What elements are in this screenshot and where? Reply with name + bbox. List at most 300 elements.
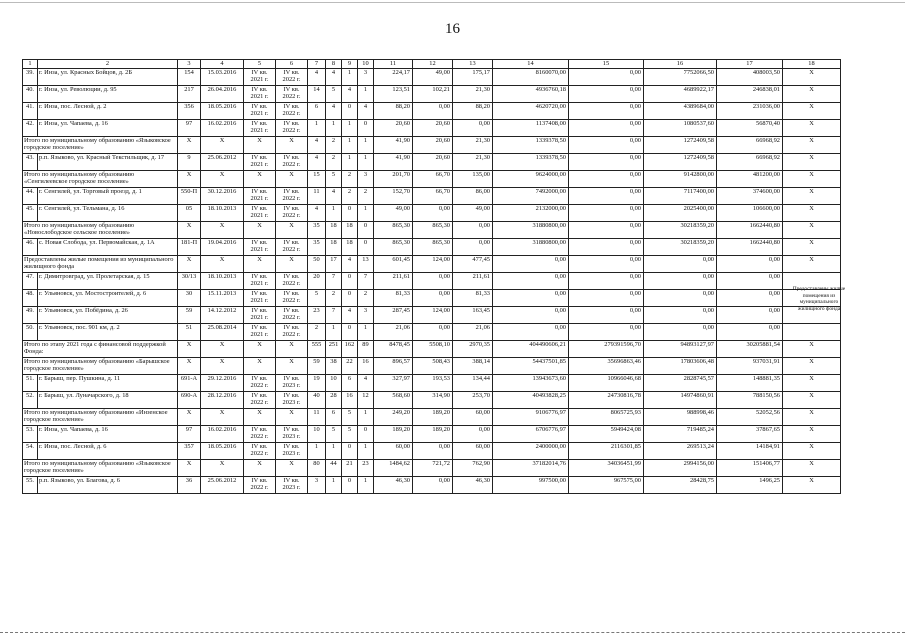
- row-number: 41.: [23, 103, 38, 120]
- cell-c17: 1662440,80: [717, 222, 783, 239]
- cell-c13: 21,30: [453, 86, 493, 103]
- cell-c4: X: [201, 137, 244, 154]
- cell-c3: 217: [178, 86, 201, 103]
- cell-c12: 0,00: [413, 477, 453, 494]
- cell-c12: 66,70: [413, 171, 453, 188]
- cell-c8: 2: [326, 154, 342, 171]
- row-address: г. Инза, пос. Лесной, д. 2: [38, 103, 178, 120]
- row-number: 48.: [23, 290, 38, 307]
- cell-c5: X: [244, 222, 276, 239]
- row-number: 53.: [23, 426, 38, 443]
- cell-c17: 246838,01: [717, 86, 783, 103]
- cell-c16: 94893127,97: [644, 341, 717, 358]
- cell-c13: 81,33: [453, 290, 493, 307]
- row-number: 55.: [23, 477, 38, 494]
- cell-c13: 388,14: [453, 358, 493, 375]
- cell-c18: X: [783, 409, 841, 426]
- cell-c18: X: [783, 443, 841, 460]
- cell-c3: X: [178, 358, 201, 375]
- cell-c15: 34036451,99: [569, 460, 644, 477]
- cell-c17: 231036,00: [717, 103, 783, 120]
- cell-c4: 16.02.2016: [201, 426, 244, 443]
- subtotal-row: [23, 341, 841, 358]
- cell-c7: 14: [308, 86, 326, 103]
- cell-c4: 25.08.2014: [201, 324, 244, 341]
- cell-c16: 28428,75: [644, 477, 717, 494]
- cell-c7: 4: [308, 154, 326, 171]
- cell-c12: 0,00: [413, 205, 453, 222]
- cell-c16: 2994156,00: [644, 460, 717, 477]
- cell-c8: 4: [326, 103, 342, 120]
- cell-c5: IV кв. 2021 г.: [244, 205, 276, 222]
- cell-c10: 4: [358, 375, 374, 392]
- row-address: с. Новая Слобода, ул. Первомайская, д. 1А: [38, 239, 178, 256]
- cell-c10: 1: [358, 443, 374, 460]
- cell-c11: 201,70: [374, 171, 413, 188]
- cell-c8: 251: [326, 341, 342, 358]
- cell-c5: IV кв. 2022 г.: [244, 443, 276, 460]
- cell-c14: 0,00: [493, 290, 569, 307]
- cell-c8: 18: [326, 239, 342, 256]
- cell-c6: IV кв. 2022 г.: [276, 188, 308, 205]
- row-label: Предоставлены жилые помещения из муниципального жилищного фонда: [23, 256, 178, 273]
- cell-c4: X: [201, 358, 244, 375]
- header-cell: 12: [413, 60, 453, 69]
- cell-c14: 0,00: [493, 307, 569, 324]
- cell-c7: 35: [308, 239, 326, 256]
- cell-c15: 0,00: [569, 307, 644, 324]
- subtotal-row: [23, 137, 841, 154]
- cell-c15: 0,00: [569, 69, 644, 86]
- cell-c6: IV кв. 2023 г.: [276, 375, 308, 392]
- cell-c18: X: [783, 256, 841, 273]
- cell-c18: X: [783, 154, 841, 171]
- cell-c13: 0,00: [453, 222, 493, 239]
- cell-c7: 20: [308, 273, 326, 290]
- cell-c6: IV кв. 2023 г.: [276, 477, 308, 494]
- cell-c4: 18.05.2016: [201, 443, 244, 460]
- cell-c14: 54437501,85: [493, 358, 569, 375]
- cell-c8: 5: [326, 86, 342, 103]
- cell-c12: 20,60: [413, 120, 453, 137]
- cell-c7: 1: [308, 120, 326, 137]
- cell-c10: 7: [358, 273, 374, 290]
- cell-c9: 162: [342, 341, 358, 358]
- cell-c15: 279391596,70: [569, 341, 644, 358]
- header-row: [23, 60, 841, 69]
- subtotal-row: [23, 358, 841, 375]
- cell-c4: 15.03.2016: [201, 69, 244, 86]
- cell-c18: X: [783, 239, 841, 256]
- cell-c3: 30: [178, 290, 201, 307]
- cell-c17: 52052,56: [717, 409, 783, 426]
- cell-c12: 508,43: [413, 358, 453, 375]
- cell-c10: 23: [358, 460, 374, 477]
- cell-c16: 7752066,50: [644, 69, 717, 86]
- cell-c4: 30.12.2016: [201, 188, 244, 205]
- row-address: г. Инза, ул. Революции, д. 95: [38, 86, 178, 103]
- cell-c14: 997500,00: [493, 477, 569, 494]
- cell-c7: 2: [308, 324, 326, 341]
- cell-c18: X: [783, 477, 841, 494]
- cell-c18: X: [783, 171, 841, 188]
- cell-c16: 14974860,91: [644, 392, 717, 409]
- cell-c13: 175,17: [453, 69, 493, 86]
- cell-c3: 97: [178, 426, 201, 443]
- cell-c9: 4: [342, 86, 358, 103]
- cell-c11: 21,06: [374, 324, 413, 341]
- cell-c9: 16: [342, 392, 358, 409]
- cell-c18: X: [783, 103, 841, 120]
- cell-c17: 0,00: [717, 256, 783, 273]
- row-number: 52.: [23, 392, 38, 409]
- cell-c4: 18.10.2013: [201, 205, 244, 222]
- cell-c4: X: [201, 460, 244, 477]
- cell-c15: 0,00: [569, 239, 644, 256]
- row-address: г. Инза, пос. Лесной, д. 6: [38, 443, 178, 460]
- header-cell: 14: [493, 60, 569, 69]
- cell-c3: 691-А: [178, 375, 201, 392]
- cell-c3: 690-А: [178, 392, 201, 409]
- cell-c11: 88,20: [374, 103, 413, 120]
- cell-c9: 4: [342, 307, 358, 324]
- cell-c14: 0,00: [493, 324, 569, 341]
- cell-c3: 181-П: [178, 239, 201, 256]
- cell-c10: 16: [358, 358, 374, 375]
- table-row: [23, 477, 841, 494]
- cell-c10: 12: [358, 392, 374, 409]
- cell-c14: 0,00: [493, 256, 569, 273]
- cell-c10: 89: [358, 341, 374, 358]
- resettlement-table: [22, 59, 841, 494]
- cell-c9: 2: [342, 188, 358, 205]
- cell-c17: 788150,56: [717, 392, 783, 409]
- cell-c8: 28: [326, 392, 342, 409]
- cell-c13: 46,30: [453, 477, 493, 494]
- row-address: г. Сенгилей, ул. Тельмана, д. 16: [38, 205, 178, 222]
- cell-c12: 314,90: [413, 392, 453, 409]
- cell-c10: 2: [358, 188, 374, 205]
- row-number: 44.: [23, 188, 38, 205]
- header-cell: 1: [23, 60, 38, 69]
- cell-c4: X: [201, 256, 244, 273]
- row-address: г. Ульяновск, пос. 901 км, д. 2: [38, 324, 178, 341]
- cell-c11: 287,45: [374, 307, 413, 324]
- row-number: 54.: [23, 443, 38, 460]
- row-number: 42.: [23, 120, 38, 137]
- cell-c12: 0,00: [413, 103, 453, 120]
- cell-c8: 17: [326, 256, 342, 273]
- cell-c15: 35696863,46: [569, 358, 644, 375]
- cell-c14: 2400000,00: [493, 443, 569, 460]
- cell-c16: 719485,24: [644, 426, 717, 443]
- subtotal-row: [23, 409, 841, 426]
- cell-c15: 0,00: [569, 324, 644, 341]
- cell-c16: 30218359,20: [644, 239, 717, 256]
- cell-c10: 1: [358, 205, 374, 222]
- cell-c11: 327,97: [374, 375, 413, 392]
- cell-c13: 134,44: [453, 375, 493, 392]
- cell-c17: 481200,00: [717, 171, 783, 188]
- cell-c13: 21,30: [453, 137, 493, 154]
- table-row: [23, 443, 841, 460]
- cell-c16: 0,00: [644, 273, 717, 290]
- cell-c4: 19.04.2016: [201, 239, 244, 256]
- cell-c6: IV кв. 2022 г.: [276, 86, 308, 103]
- cell-c9: 22: [342, 358, 358, 375]
- cell-c5: IV кв. 2021 г.: [244, 103, 276, 120]
- cell-c7: 10: [308, 426, 326, 443]
- cell-c8: 7: [326, 273, 342, 290]
- cell-c3: X: [178, 171, 201, 188]
- cell-c9: 6: [342, 375, 358, 392]
- cell-c13: 0,00: [453, 239, 493, 256]
- cell-c18: X: [783, 358, 841, 375]
- cell-c6: IV кв. 2022 г.: [276, 205, 308, 222]
- cell-c9: 0: [342, 290, 358, 307]
- cell-c12: 0,00: [413, 324, 453, 341]
- cell-c14: 8160070,00: [493, 69, 569, 86]
- cell-c6: X: [276, 341, 308, 358]
- cell-c10: 1: [358, 86, 374, 103]
- cell-c6: X: [276, 171, 308, 188]
- cell-c3: 59: [178, 307, 201, 324]
- cell-c9: 1: [342, 69, 358, 86]
- cell-c5: IV кв. 2021 г.: [244, 307, 276, 324]
- cell-c5: IV кв. 2021 г.: [244, 154, 276, 171]
- cell-c13: 86,00: [453, 188, 493, 205]
- cell-c6: X: [276, 358, 308, 375]
- cell-c12: 49,00: [413, 69, 453, 86]
- cell-c16: 17803606,48: [644, 358, 717, 375]
- row-label: Итого по муниципальному образованию «Новослободское сельское поселение»: [23, 222, 178, 239]
- cell-c7: 6: [308, 103, 326, 120]
- cell-c12: 0,00: [413, 273, 453, 290]
- cell-c9: 0: [342, 443, 358, 460]
- cell-c15: 0,00: [569, 290, 644, 307]
- cell-c8: 5: [326, 426, 342, 443]
- row-number: 50.: [23, 324, 38, 341]
- cell-c9: 18: [342, 239, 358, 256]
- cell-c9: 1: [342, 154, 358, 171]
- cell-c14: 31880800,00: [493, 239, 569, 256]
- cell-c9: 5: [342, 426, 358, 443]
- cell-c4: 16.02.2016: [201, 120, 244, 137]
- header-cell: 10: [358, 60, 374, 69]
- cell-c11: 20,60: [374, 120, 413, 137]
- table-row: [23, 290, 841, 307]
- cell-c18: X: [783, 222, 841, 239]
- cell-c18: X: [783, 460, 841, 477]
- cell-c16: 0,00: [644, 256, 717, 273]
- cell-c4: 25.06.2012: [201, 154, 244, 171]
- cell-c10: 2: [358, 290, 374, 307]
- cell-c12: 124,00: [413, 256, 453, 273]
- cell-c11: 81,33: [374, 290, 413, 307]
- table-row: [23, 69, 841, 86]
- header-cell: 13: [453, 60, 493, 69]
- cell-c6: IV кв. 2022 г.: [276, 69, 308, 86]
- cell-c16: 2025400,00: [644, 205, 717, 222]
- cell-c11: 46,30: [374, 477, 413, 494]
- cell-c11: 49,00: [374, 205, 413, 222]
- cell-c11: 1484,62: [374, 460, 413, 477]
- cell-c17: 66968,92: [717, 137, 783, 154]
- cell-c4: X: [201, 341, 244, 358]
- cell-c6: IV кв. 2023 г.: [276, 392, 308, 409]
- cell-c18: [783, 324, 841, 341]
- cell-c18: X: [783, 205, 841, 222]
- cell-c4: 18.10.2013: [201, 273, 244, 290]
- cell-c12: 193,53: [413, 375, 453, 392]
- cell-c5: X: [244, 256, 276, 273]
- header-cell: 11: [374, 60, 413, 69]
- cell-c12: 189,20: [413, 426, 453, 443]
- table-row: [23, 188, 841, 205]
- cell-c15: 0,00: [569, 103, 644, 120]
- header-cell: 4: [201, 60, 244, 69]
- table-row: [23, 205, 841, 222]
- row-number: 51.: [23, 375, 38, 392]
- cell-c14: 2132000,00: [493, 205, 569, 222]
- cell-c3: 51: [178, 324, 201, 341]
- cell-c14: 7492000,00: [493, 188, 569, 205]
- cell-c18: X: [783, 188, 841, 205]
- cell-c16: 4689922,17: [644, 86, 717, 103]
- cell-c7: 35: [308, 222, 326, 239]
- cell-c5: IV кв. 2021 г.: [244, 120, 276, 137]
- bottom-divider: [0, 632, 905, 634]
- cell-c7: 4: [308, 69, 326, 86]
- cell-c9: 0: [342, 103, 358, 120]
- row-address: г. Инза, ул. Чапаева, д. 16: [38, 426, 178, 443]
- subtotal-row: [23, 222, 841, 239]
- cell-c4: 25.06.2012: [201, 477, 244, 494]
- row-label: Итого по муниципальному образованию «Барышское городское поселение»: [23, 358, 178, 375]
- cell-c6: IV кв. 2022 г.: [276, 239, 308, 256]
- cell-c3: X: [178, 409, 201, 426]
- cell-c14: 31880800,00: [493, 222, 569, 239]
- cell-c13: 2970,35: [453, 341, 493, 358]
- cell-c18: X: [783, 86, 841, 103]
- cell-c7: 11: [308, 188, 326, 205]
- cell-c10: 1: [358, 409, 374, 426]
- cell-c8: 44: [326, 460, 342, 477]
- cell-c18: X: [783, 69, 841, 86]
- cell-c9: 18: [342, 222, 358, 239]
- cell-c11: 568,60: [374, 392, 413, 409]
- cell-c5: IV кв. 2022 г.: [244, 375, 276, 392]
- cell-c8: 2: [326, 137, 342, 154]
- cell-c10: 1: [358, 154, 374, 171]
- cell-c10: 0: [358, 239, 374, 256]
- cell-c13: 21,06: [453, 324, 493, 341]
- cell-c8: 1: [326, 477, 342, 494]
- cell-c17: 14184,91: [717, 443, 783, 460]
- cell-c13: 135,00: [453, 171, 493, 188]
- cell-c16: 1080537,60: [644, 120, 717, 137]
- row-address: г. Ульяновск, ул. Побёдина, д. 26: [38, 307, 178, 324]
- row-label: Итого по муниципальному образованию «Сенгилеевское городское поселение»: [23, 171, 178, 188]
- cell-c9: 1: [342, 137, 358, 154]
- row-label: Итого по этапу 2021 года с финансовой поддержкой Фонда:: [23, 341, 178, 358]
- cell-c7: 555: [308, 341, 326, 358]
- cell-c4: X: [201, 409, 244, 426]
- header-cell: 2: [38, 60, 178, 69]
- subtotal-row: [23, 256, 841, 273]
- cell-c8: 1: [326, 443, 342, 460]
- cell-c13: 211,61: [453, 273, 493, 290]
- cell-c15: 0,00: [569, 273, 644, 290]
- cell-c6: X: [276, 256, 308, 273]
- cell-c6: IV кв. 2022 г.: [276, 324, 308, 341]
- cell-c5: IV кв. 2022 г.: [244, 477, 276, 494]
- cell-c16: 1272409,58: [644, 137, 717, 154]
- cell-c8: 1: [326, 205, 342, 222]
- cell-c13: 163,45: [453, 307, 493, 324]
- cell-c18: X: [783, 392, 841, 409]
- cell-c18: X: [783, 426, 841, 443]
- cell-c10: 1: [358, 137, 374, 154]
- cell-c16: 1272409,58: [644, 154, 717, 171]
- cell-c4: 14.12.2012: [201, 307, 244, 324]
- header-cell: 7: [308, 60, 326, 69]
- cell-c17: 151406,77: [717, 460, 783, 477]
- cell-c9: 4: [342, 256, 358, 273]
- cell-c11: 60,00: [374, 443, 413, 460]
- cell-c3: X: [178, 137, 201, 154]
- cell-c14: 1137408,00: [493, 120, 569, 137]
- cell-c13: 0,00: [453, 120, 493, 137]
- cell-c15: 0,00: [569, 154, 644, 171]
- cell-c17: 66968,92: [717, 154, 783, 171]
- row-number: 47.: [23, 273, 38, 290]
- cell-c3: 9: [178, 154, 201, 171]
- row-number: 46.: [23, 239, 38, 256]
- cell-c4: 29.12.2016: [201, 375, 244, 392]
- cell-c3: 30/13: [178, 273, 201, 290]
- cell-c5: IV кв. 2022 г.: [244, 392, 276, 409]
- cell-c5: IV кв. 2021 г.: [244, 239, 276, 256]
- cell-c14: 1339378,50: [493, 137, 569, 154]
- cell-c15: 5949424,08: [569, 426, 644, 443]
- cell-c10: 3: [358, 69, 374, 86]
- row-number: 43.: [23, 154, 38, 171]
- cell-c17: 30205881,54: [717, 341, 783, 358]
- cell-c15: 10966046,68: [569, 375, 644, 392]
- row-address: р.п. Языково, ул. Красный Текстильщик, д. 17: [38, 154, 178, 171]
- cell-c7: 15: [308, 171, 326, 188]
- cell-c16: 988998,46: [644, 409, 717, 426]
- cell-c4: X: [201, 222, 244, 239]
- header-cell: 6: [276, 60, 308, 69]
- cell-c6: IV кв. 2022 г.: [276, 154, 308, 171]
- cell-c13: 762,90: [453, 460, 493, 477]
- row-label: Итого по муниципальному образованию «Языковское городское поселение»: [23, 137, 178, 154]
- cell-c15: 0,00: [569, 205, 644, 222]
- cell-c8: 38: [326, 358, 342, 375]
- cell-c11: 211,61: [374, 273, 413, 290]
- subtotal-row: [23, 171, 841, 188]
- table-row: [23, 324, 841, 341]
- cell-c7: 50: [308, 256, 326, 273]
- cell-c14: 1339378,50: [493, 154, 569, 171]
- cell-c15: 0,00: [569, 222, 644, 239]
- cell-c17: 1662440,80: [717, 239, 783, 256]
- top-divider: [0, 2, 905, 3]
- cell-c15: 0,00: [569, 188, 644, 205]
- cell-c11: 8478,45: [374, 341, 413, 358]
